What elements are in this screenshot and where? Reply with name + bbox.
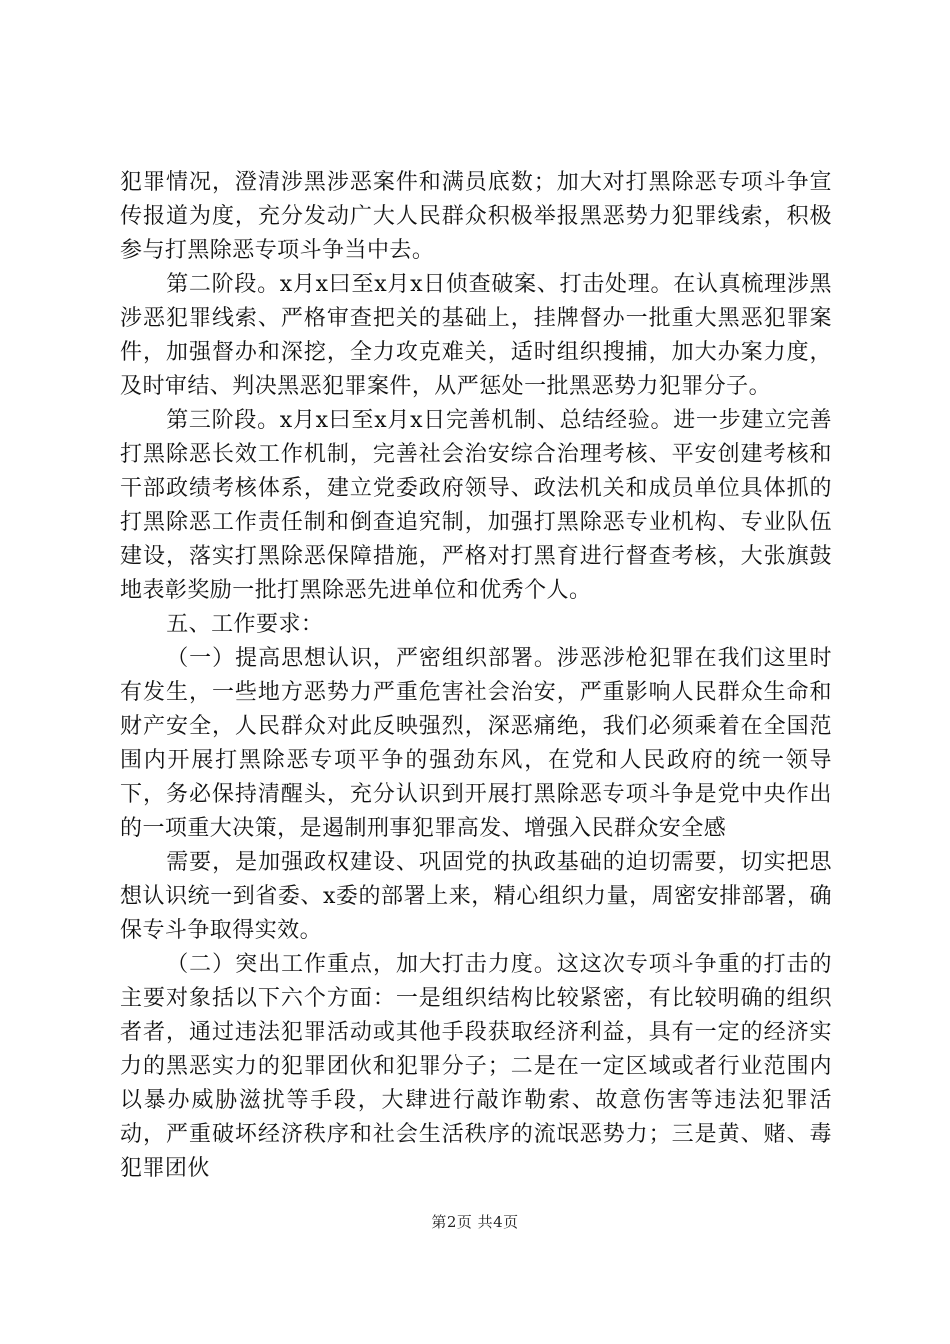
paragraph-requirement-one-continued: 需要，是加强政权建设、巩固党的执政基础的迫切需要，切实把思想认识统一到省委、x委的部署上来，精心组织力量，周密安排部署，确保专斗争取得实效。 — [120, 850, 832, 943]
paragraph-stage-two: 第二阶段。x月x曰至x月x日侦查破案、打击处理。在认真梳理涉黑涉恶犯罪线索、严格审查把关的基础上，挂牌督办一批重大黑恶犯罪案件，加强督办和深挖，全力攻克难关，适时组织搜捕，加大办案力度，及时审结、判决黑恶犯罪案件，从严惩处一批黑恶势力犯罪分子。 — [120, 272, 832, 399]
paragraph-stage-three: 第三阶段。x月x曰至x月x日完善机制、总结经验。进一步建立完善打黑除恶长效工作机制，完善社会治安综合治理考核、平安创建考核和干部政绩考核体系，建立党委政府领导、政法机关和成员单位具体抓的打黑除恶工作责任制和倒查追究制，加强打黑除恶专业机构、专业队伍建设，落实打黑除恶保障措施，严格对打黑育进行督查考核，大张旗鼓地表彰奖励一批打黑除恶先进单位和优秀个人。 — [120, 408, 832, 603]
paragraph-requirement-one: （一）提高思想认识，严密组织部署。涉恶涉枪犯罪在我们这里时有发生，一些地方恶势力严重危害社会治安，严重影响人民群众生命和财产安全，人民群众对此反映强烈，深恶痛绝，我们必须乘着在全国范围内开展打黑除恶专项平争的强劲东风，在党和人民政府的统一领导下，务必保持清醒头，充分认识到开展打黑除恶专项斗争是党中央作出的一项重大决策，是遏制刑事犯罪高发、增强入民群众安全感 — [120, 646, 832, 841]
document-body — [120, 166, 832, 1186]
section-heading-work-requirements: 五、工作要求： — [166, 612, 324, 637]
paragraph-continuation: 犯罪情况，澄清涉黑涉恶案件和满员底数；加大对打黑除恶专项斗争宣传报道为度，充分发动广大人民群众积极举报黑恶势力犯罪线索，积极参与打黑除恶专项斗争当中去。 — [120, 170, 832, 263]
page-number-footer: 第2页 共4页 — [431, 1213, 519, 1231]
paragraph-requirement-two: （二）突出工作重点，加大打击力度。这这次专项斗争重的打击的主要对象括以下六个方面：一是组织结构比较紧密，有比较明确的组织者者，通过违法犯罪活动或其他手段获取经济利益，具有一定的经济实力的黑恶实力的犯罪团伙和犯罪分子；二是在一定区域或者行业范围内以暴办威胁滋扰等手段，大肆进行敲诈勒索、故意伤害等违法犯罪活动，严重破坏经济秩序和社会生活秩序的流氓恶势力；三是黄、赌、毒犯罪团伙 — [120, 952, 832, 1181]
